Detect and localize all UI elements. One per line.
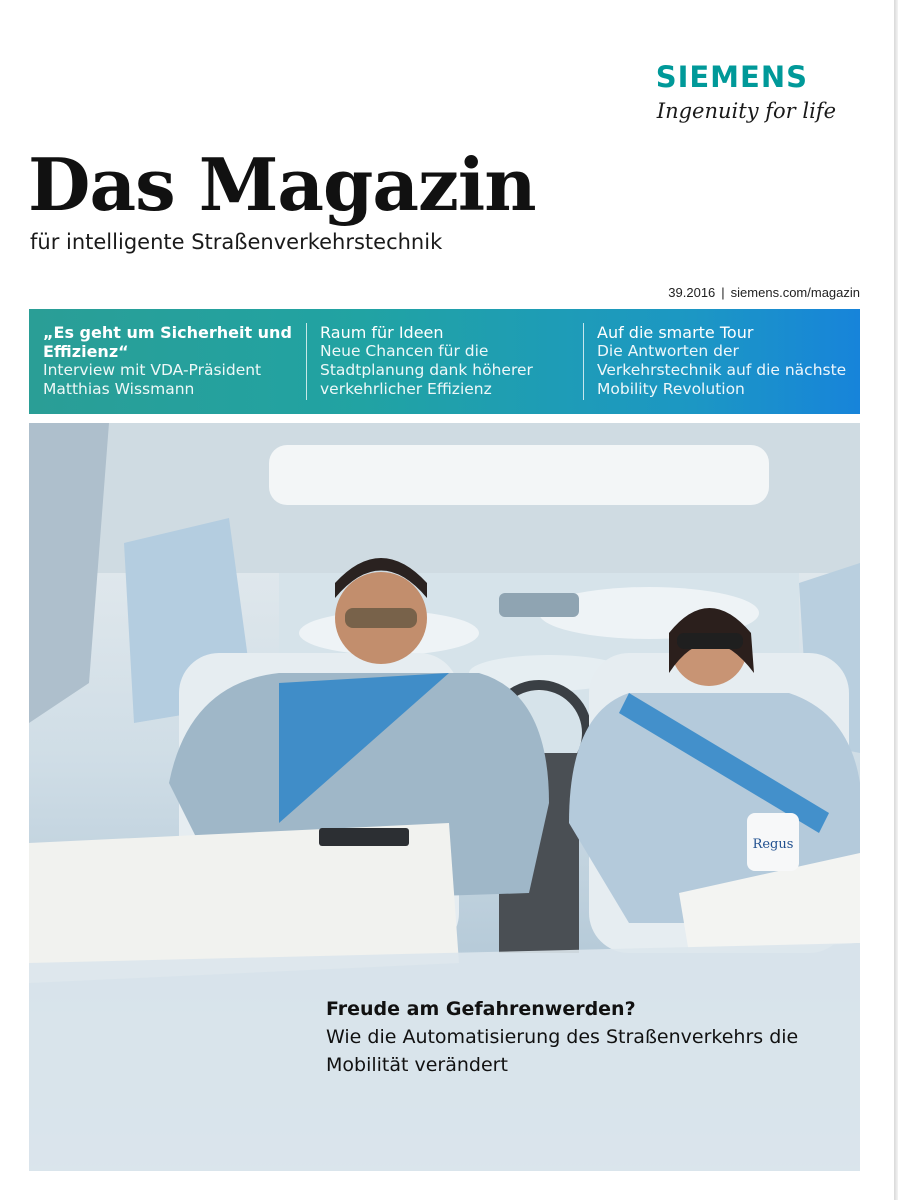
teaser-space [306,309,583,414]
teaser-interview [29,309,306,414]
man-sunglasses [345,608,417,628]
teaser-text: Interview mit VDA-Präsident Matthias Wissmann [43,361,262,398]
siemens-logo [616,60,836,124]
teaser-tour [583,309,860,414]
mug-label: Regus [752,837,794,852]
teaser-head: „Es geht um Sicherheit und Effizienz“ [43,323,292,361]
door-frame-left [29,423,109,723]
teaser-band [29,309,860,414]
issue-line [668,285,860,300]
rearview-mirror [499,593,579,617]
sunroof [269,445,769,505]
cover-headline [326,995,846,1079]
brand-name: SIEMENS [655,60,808,94]
cover-photo [29,423,860,1171]
teaser-head: Auf die smarte Tour [597,323,754,342]
issue-separator: | [721,285,725,300]
woman-sunglasses [677,633,743,649]
magazine-title: Das Magazin [28,142,536,227]
laptop-keyboard [319,828,409,846]
issue-number: 39.2016 [668,285,716,300]
brand-tagline: Ingenuity for life [656,99,836,123]
issue-url: siemens.com/magazin [730,285,860,300]
teaser-text: Neue Chancen für die Stadtplanung dank höherer verkehrlicher Effizienz [320,342,533,398]
page-edge [894,0,898,1200]
teaser-text: Die Antworten der Verkehrstechnik auf die nächste Mobility Revolution [597,342,847,398]
headline-question: Freude am Gefahrenwerden? [326,998,636,1020]
teaser-head: Raum für Ideen [320,323,444,342]
headline-subline: Wie die Automatisierung des Straßenverkehrs die Mobilität verändert [326,1026,799,1076]
magazine-subtitle: für intelligente Straßenverkehrstechnik [30,230,443,254]
